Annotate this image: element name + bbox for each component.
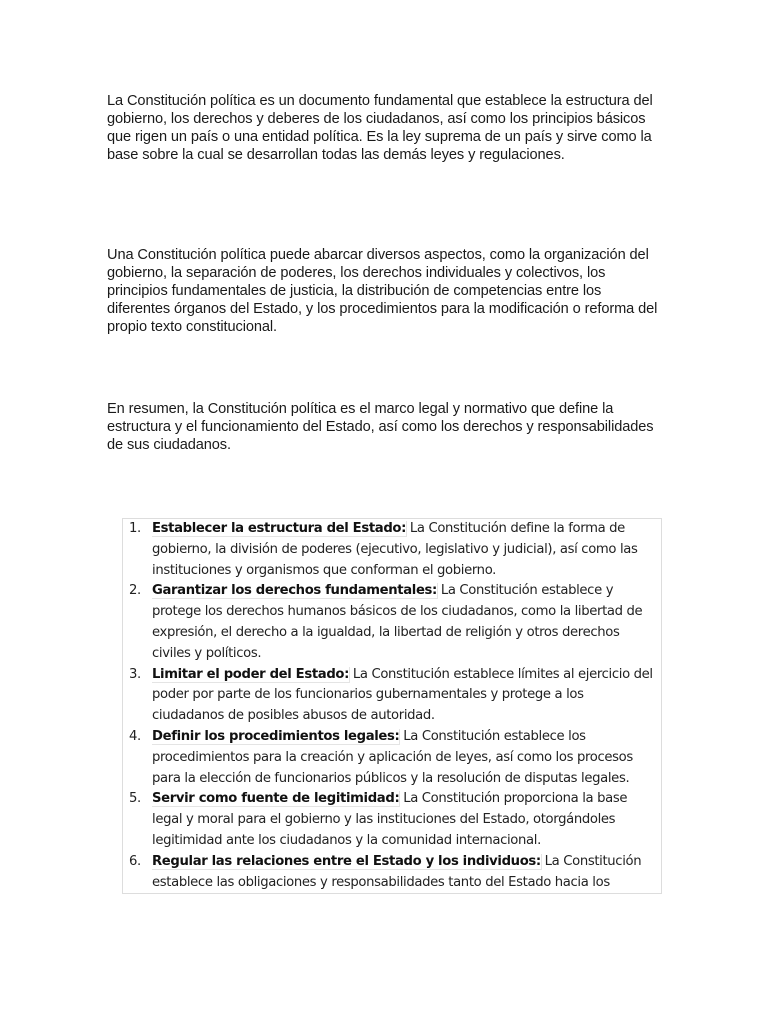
list-item-text: La Constitución establece los procedimientos para la creación y aplicación de leyes, así como los procesos para la elección de funcionarios públicos y la resolución de disputas legales.	[152, 728, 633, 786]
list-item-heading: Regular las relaciones entre el Estado y los individuos:	[152, 853, 541, 869]
list-item	[123, 789, 661, 851]
aspects-paragraph: Una Constitución política puede abarcar diversos aspectos, como la organización del gobierno, la separación de poderes, los derechos individuales y colectivos, los principios fundamentales de justicia, la distribución de competencias entre los diferentes órganos del Estado, y los procedimientos para la modificación o reforma del propio texto constitucional.	[107, 247, 658, 335]
list-item	[123, 581, 661, 664]
list-item-number: 1.	[129, 521, 141, 536]
list-item-text: La Constitución define la forma de gobierno, la división de poderes (ejecutivo, legislativo y judicial), así como las instituciones y organismos que conforman el gobierno.	[152, 521, 638, 578]
list-item	[123, 519, 661, 581]
list-item-heading: Establecer la estructura del Estado:	[152, 521, 407, 536]
list-item	[123, 852, 661, 894]
functions-list	[123, 519, 661, 893]
list-item-heading: Garantizar los derechos fundamentales:	[152, 583, 437, 599]
list-item-number: 3.	[129, 666, 141, 682]
intro-paragraph: La Constitución política es un documento fundamental que establece la estructura del gobierno, los derechos y deberes de los ciudadanos, así como los principios básicos que rigen un país o una entidad política. Es la ley suprema de un país y sirve como la base sobre la cual se desarrollan todas las demás leyes y regulaciones.	[107, 93, 653, 163]
list-item-text: La Constitución establece las obligaciones y responsabilidades tanto del Estado hacia los	[152, 853, 642, 890]
list-item-text: La Constitución establece y protege los derechos humanos básicos de los ciudadanos, como la libertad de expresión, el derecho a la igualdad, la libertad de religión y otros derechos civiles y políticos.	[152, 583, 643, 661]
list-item-text: La Constitución proporciona la base legal y moral para el gobierno y las instituciones del Estado, otorgándoles legitimidad ante los ciudadanos y la comunidad internacional.	[152, 791, 628, 848]
list-item-number: 4.	[129, 728, 141, 744]
list-item-heading: Servir como fuente de legitimidad:	[152, 791, 400, 807]
list-item	[123, 665, 661, 727]
list-item-number: 6.	[129, 853, 141, 869]
list-item-number: 2.	[129, 583, 141, 599]
list-item-heading: Limitar el poder del Estado:	[152, 666, 350, 682]
list-item-text: La Constitución establece límites al ejercicio del poder por parte de los funcionarios gubernamentales y protege a los ciudadanos de posibles abusos de autoridad.	[152, 666, 653, 724]
list-item-heading: Definir los procedimientos legales:	[152, 728, 400, 744]
summary-paragraph: En resumen, la Constitución política es el marco legal y normativo que define la estructura y el funcionamiento del Estado, así como los derechos y responsabilidades de sus ciudadanos.	[107, 401, 654, 453]
functions-list-box	[122, 518, 662, 894]
list-item	[123, 727, 661, 789]
list-item-number: 5.	[129, 791, 141, 807]
